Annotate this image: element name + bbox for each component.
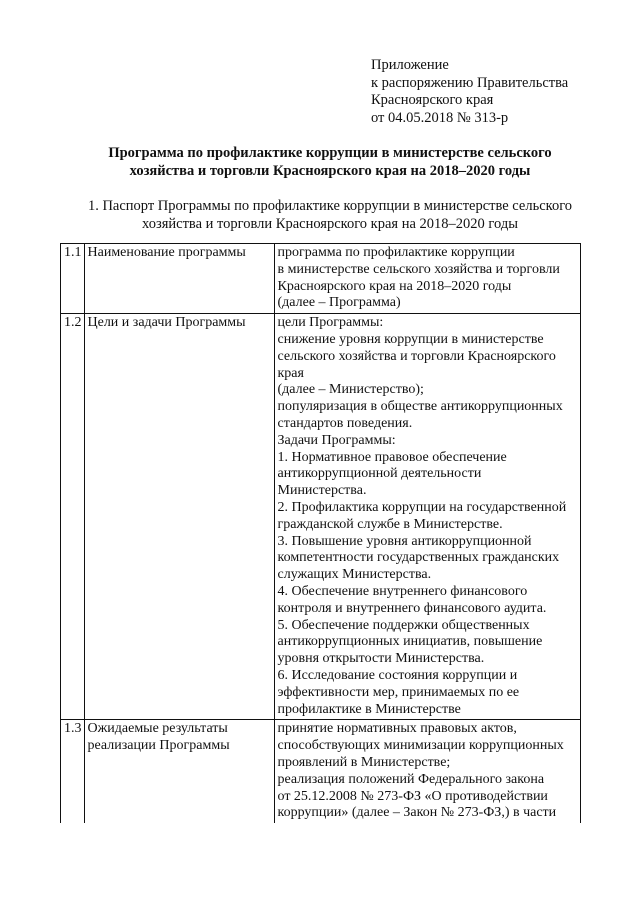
content-line: антикоррупционной деятельности [277, 466, 482, 482]
row-label [84, 244, 274, 314]
row-label [84, 720, 274, 823]
content-line: края [277, 365, 304, 381]
content-line: программа по профилактике коррупции [277, 245, 515, 260]
row-number: 1.2 [61, 314, 85, 720]
appendix-line: от 04.05.2018 № 313-р [371, 109, 509, 126]
passport-table [60, 243, 581, 823]
content-line: проявлений в Министерстве; [277, 754, 451, 770]
content-line: 4. Обеспечение внутреннего финансового [277, 583, 528, 599]
content-line: цели Программы: [277, 315, 384, 331]
row-number: 1.3 [61, 720, 85, 823]
row-number: 1.1 [61, 244, 85, 314]
content-line: коррупции» (далее – Закон № 273-ФЗ,) в части [277, 805, 557, 821]
content-line: 5. Обеспечение поддержки общественных [277, 617, 530, 633]
content-line: уровня открытости Министерства. [277, 651, 485, 667]
content-line: популяризация в обществе антикоррупционных [277, 399, 563, 415]
row-label-line: Цели и задачи Программы [87, 315, 246, 331]
title-line: Программа по профилактике коррупции в министерстве сельского [108, 145, 552, 161]
content-line: Министерства. [277, 483, 367, 499]
row-label [84, 314, 274, 720]
row-content [274, 314, 580, 720]
content-line: профилактике в Министерстве [277, 701, 461, 717]
section-heading-line: 1. Паспорт Программы по профилактике коррупции в министерстве сельского [87, 198, 573, 214]
table-row [61, 314, 581, 720]
content-line: контроля и внутреннего финансового аудита. [277, 600, 547, 616]
content-line: сельского хозяйства и торговли Красноярского [277, 348, 556, 364]
document-title [60, 145, 600, 180]
content-line: реализация положений Федерального закона [277, 771, 545, 787]
appendix-line: к распоряжению Правительства [371, 74, 569, 91]
content-line: 2. Профилактика коррупции на государственной [277, 499, 567, 515]
section-heading [50, 198, 610, 233]
content-line: гражданской службе в Министерстве. [277, 516, 503, 532]
content-line: 6. Исследование состояния коррупции и [277, 667, 518, 683]
row-content [274, 244, 580, 314]
table-row [61, 244, 581, 314]
content-line: 3. Повышение уровня антикоррупционной [277, 533, 532, 549]
content-line: принятие нормативных правовых актов, [277, 721, 517, 737]
appendix-line: Приложение [371, 57, 449, 73]
row-label-line: Наименование программы [87, 245, 246, 260]
content-line: Задачи Программы: [277, 432, 396, 448]
content-line: (далее – Программа) [277, 295, 401, 311]
content-line: 1. Нормативное правовое обеспечение [277, 449, 507, 465]
content-line: от 25.12.2008 № 273-ФЗ «О противодействии [277, 788, 548, 804]
appendix-line: Красноярского края [371, 92, 494, 108]
content-line: стандартов поведения. [277, 415, 413, 431]
section-heading-line: хозяйства и торговли Красноярского края на 2018–2020 годы [142, 215, 518, 232]
content-line: снижение уровня коррупции в министерстве [277, 331, 544, 347]
appendix-block [371, 57, 568, 127]
content-line: (далее – Министерство); [277, 382, 424, 398]
table-row [61, 720, 581, 823]
content-line: эффективности мер, принимаемых по ее [277, 684, 520, 700]
content-line: Красноярского края на 2018–2020 годы [277, 278, 512, 294]
row-label-line: реализации Программы [87, 738, 230, 754]
content-line: способствующих минимизации коррупционных [277, 738, 564, 754]
content-line: антикоррупционных инициатив, повышение [277, 634, 543, 650]
content-line: служащих Министерства. [277, 567, 432, 583]
row-label-line: Ожидаемые результаты [87, 721, 228, 737]
title-line: хозяйства и торговли Красноярского края на 2018–2020 годы [129, 162, 531, 179]
content-line: компетентности государственных гражданских [277, 550, 560, 566]
row-content [274, 720, 580, 823]
content-line: в министерстве сельского хозяйства и торговли [277, 261, 560, 277]
